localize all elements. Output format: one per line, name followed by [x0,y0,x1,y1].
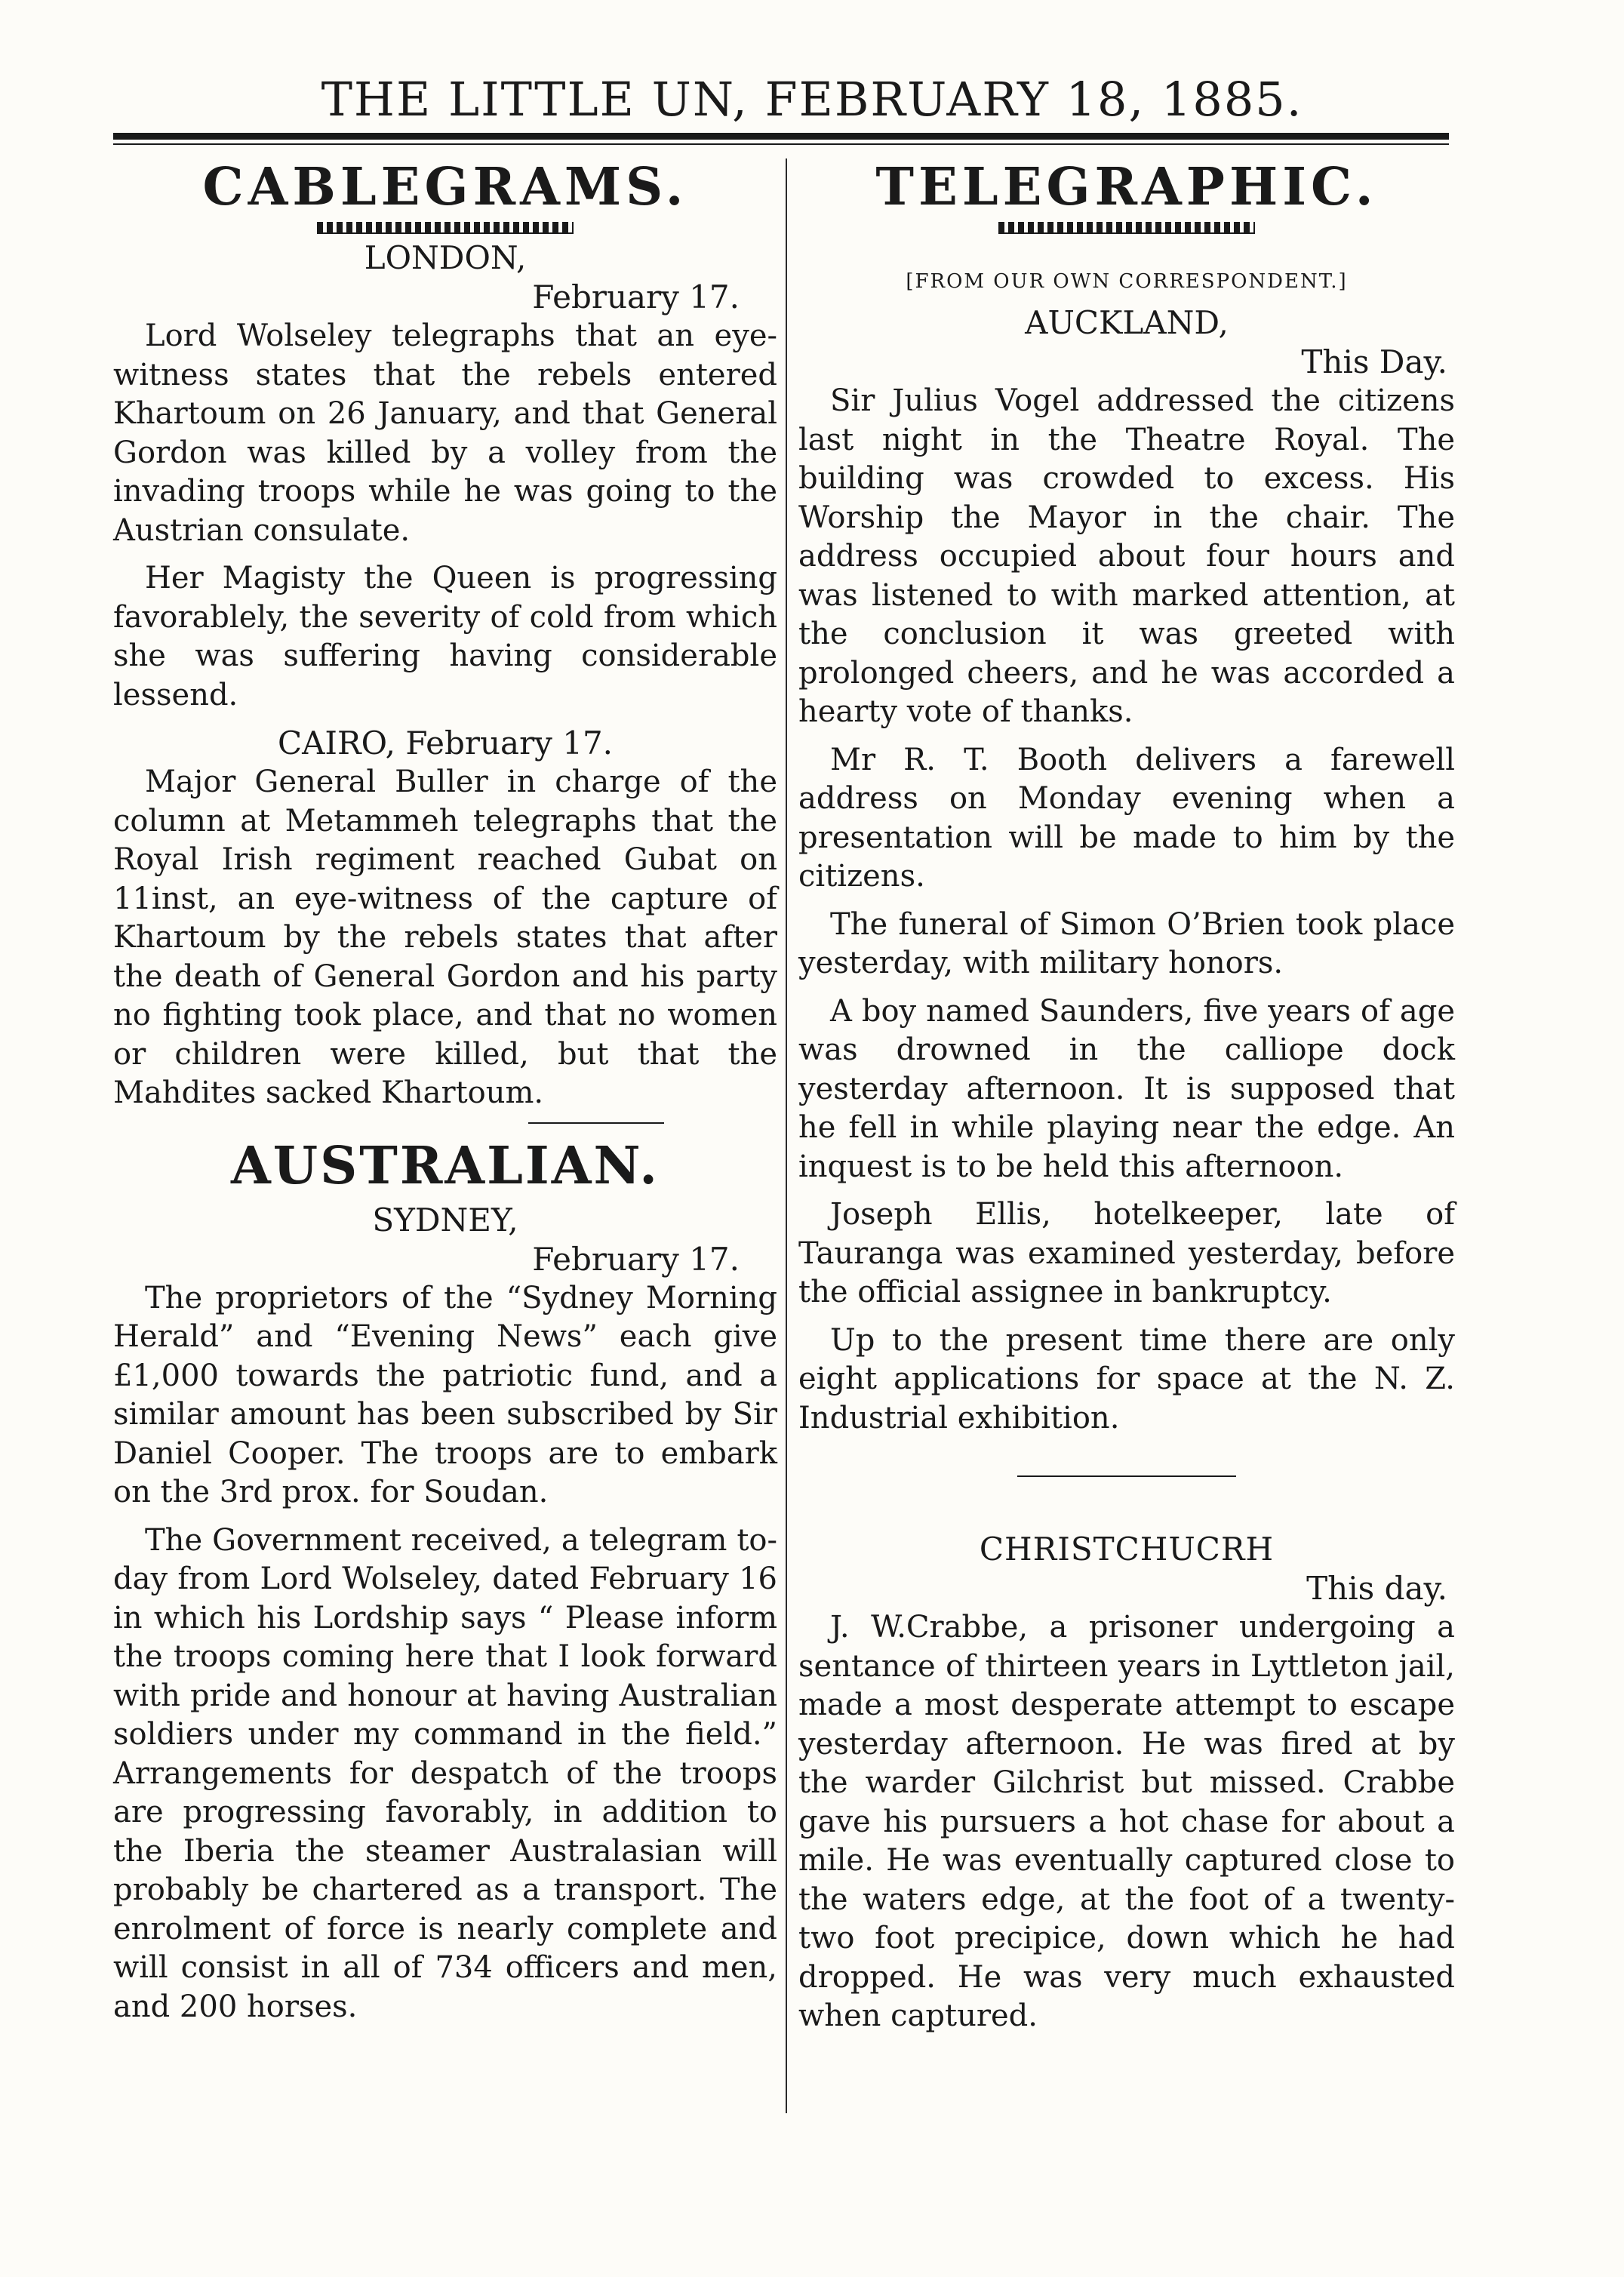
london-date: February 17. [532,278,740,315]
masthead-rule-thick [113,133,1449,140]
right-column [798,155,1455,2045]
auckland-paragraph-4: A boy named Saunders, five years of age was drowned in the calliope dock yesterday afternoon. It is supposed that he fell in while playing near the edge. An inquest is to be held this afternoon. [798,993,1455,1184]
auckland-paragraph-6: Up to the present time there are only eight applications for space at the N. Z. Industrial exhibition. [798,1322,1455,1435]
auckland-place: AUCKLAND, [1025,304,1229,341]
telegraphic-ornament [998,222,1255,234]
masthead: THE LITTLE UN, FEBRUARY 18, 1885. [321,72,1303,127]
cablegrams-heading: CABLEGRAMS. [202,157,688,217]
auckland-paragraph-5: Joseph Ellis, hotelkeeper, late of Tauranga was examined yesterday, before the official assignee in bankruptcy. [798,1197,1455,1309]
christchurch-separator-rule [1017,1475,1236,1477]
christchurch-place: CHRISTCHUCRH [979,1531,1275,1568]
telegraphic-heading: TELEGRAPHIC. [875,157,1378,217]
left-column [113,155,777,2035]
london-paragraph-2: Her Magisty the Queen is progressing favorablely, the severity of cold from which she was suffering having considerable lessend. [113,561,777,712]
sydney-place: SYDNEY, [372,1201,518,1239]
sydney-date: February 17. [532,1240,740,1278]
sydney-paragraph-2: The Government received, a telegram to-day from Lord Wolseley, dated February 16 in which his Lordship says “ Please inform the troops coming here that I look forward with pride and honour at having Australian soldiers under my command in the field.” Arrangements for despatch of the troops are progressing favorably, in addition to the Iberia the steamer Australasian will probably be chartered as a transport. The enrolment of force is nearly complete and will consist in all of 734 officers and men, and 200 horses. [113,1522,777,2024]
auckland-paragraph-3: The funeral of Simon O’Brien took place yesterday, with military honors. [798,906,1455,980]
masthead-rule-thin [113,143,1449,145]
sydney-paragraph-1: The proprietors of the “Sydney Morning Herald” and “Evening News” each give £1,000 towards the patriotic fund, and a similar amount has been subscribed by Sir Daniel Cooper. The troops are to embark on the 3rd prox. for Soudan. [113,1280,777,1509]
christchurch-paragraph-1: J. W.Crabbe, a prisoner undergoing a sentance of thirteen years in Lyttleton jail, made a most desperate attempt to escape yesterday afternoon. He was fired at by the warder Gilchrist but missed. Crabbe gave his pursuers a hot chase for about a mile. He was eventually captured close to the waters edge, at the foot of a twenty-two foot precipice, down which he had dropped. He was very much exhausted when captured. [798,1610,1455,2033]
australian-heading: AUSTRALIAN. [231,1135,660,1196]
london-paragraph-1: Lord Wolseley telegraphs that an eye-witness states that the rebels entered Khartoum on 26 January, and that General Gordon was killed by a volley from the invading troops while he was going to the Austrian consulate. [113,318,777,548]
cablegrams-ornament [317,222,574,234]
cairo-paragraph-1: Major General Buller in charge of the column at Metammeh telegraphs that the Royal Irish regiment reached Gubat on 11inst, an eye-witness of the capture of Khartoum by the rebels states that after the death of General Gordon and his party no fighting took place, and that no women or children were killed, but that the Mahdites sacked Khartoum. [113,765,777,1110]
auckland-paragraph-2: Mr R. T. Booth delivers a farewell address on Monday evening when a presentation will be made to him by the citizens. [798,742,1455,894]
london-place: LONDON, [364,239,527,276]
auckland-date: This Day. [1301,343,1447,380]
from-correspondent-line: [FROM OUR OWN CORRESPONDENT.] [906,270,1348,293]
cairo-place: CAIRO, February 17. [277,725,614,762]
column-divider [786,158,787,2113]
auckland-paragraph-1: Sir Julius Vogel addressed the citizens last night in the Theatre Royal. The building was crowded to excess. His Worship the Mayor in the chair. The address occupied about four hours and was listened to with marked attention, at the conclusion it was greeted with prolonged cheers, and he was accorded a hearty vote of thanks. [798,383,1455,729]
christchurch-date: This day. [1306,1570,1447,1607]
cairo-end-rule [528,1122,664,1124]
